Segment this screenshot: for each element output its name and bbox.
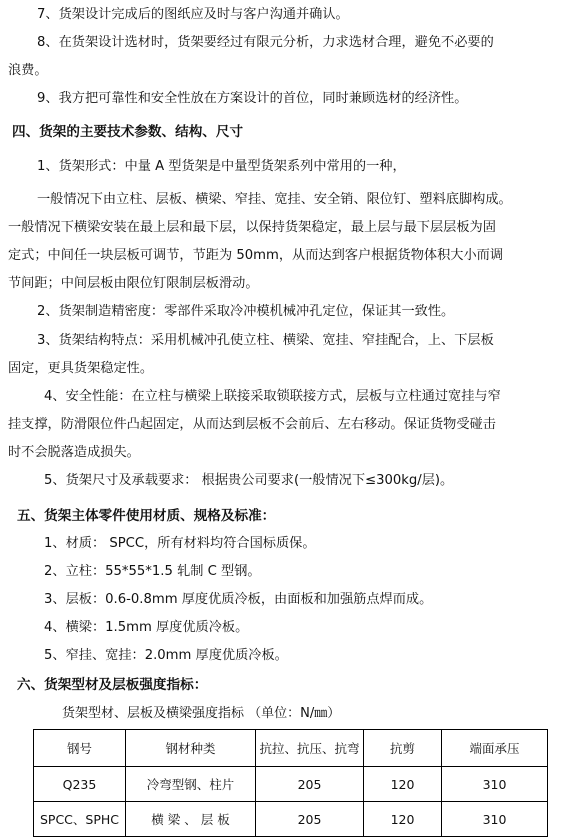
s4-para-1-line-3: 一般情况下横梁安装在最上层和最下层，以保持货架稳定，最上层与最下层层板为固 (8, 220, 496, 235)
s5-item-2: 2、立柱：55*55*1.5 轧制 C 型钢。 (44, 564, 261, 579)
table-cell: 205 (256, 802, 364, 837)
header-cell: 端面承压 (442, 730, 548, 767)
s5-item-3: 3、层板：0.6-0.8mm 厚度优质冷板，由面板和加强筋点焊而成。 (44, 592, 433, 607)
s4-para-4-line-2: 挂支撑，防滑限位件凸起固定，从而达到层板不会前后、左右移动。保证货物受碰击 (8, 417, 496, 432)
header-cell: 抗拉、抗压、抗弯 (256, 730, 364, 767)
s4-para-4-line-3: 时不会脱落造成损失。 (8, 445, 140, 460)
s4-para-1-line-2: 一般情况下由立柱、层板、横梁、窄挂、宽挂、安全销、限位钉、塑料底脚构成。 (37, 192, 512, 207)
s5-item-5: 5、窄挂、宽挂：2.0mm 厚度优质冷板。 (44, 648, 288, 663)
table-cell: 120 (364, 767, 442, 802)
s4-para-3-line-2: 固定，更具货架稳定性。 (8, 361, 154, 376)
section-5-heading: 五、货架主体零件使用材质、规格及标准： (17, 508, 276, 524)
s4-para-4-line-1: 4、安全性能：在立柱与横梁上联接采取锁联接方式，层板与立柱通过宽挂与窄 (44, 389, 501, 404)
item-8-line-1: 8、在货架设计选材时，货架要经过有限元分析，力求选材合理，避免不必要的 (37, 35, 494, 50)
header-cell: 抗剪 (364, 730, 442, 767)
table-cell: 310 (442, 767, 548, 802)
section-4-heading: 四、货架的主要技术参数、结构、尺寸 (12, 124, 244, 140)
strength-table (33, 729, 548, 837)
header-cell: 钢材种类 (126, 730, 256, 767)
table-cell: SPCC、SPHC (34, 802, 126, 837)
s4-para-1-line-4: 定式；中间任一块层板可调节，节距为 50mm，从而达到客户根据货物体积大小而调 (8, 248, 504, 263)
item-9: 9、我方把可靠性和安全性放在方案设计的首位，同时兼顾选材的经济性。 (37, 91, 468, 106)
table-row (34, 767, 548, 802)
table-cell: 120 (364, 802, 442, 837)
table-row (34, 802, 548, 837)
table-cell: 冷弯型钢、柱片 (126, 767, 256, 802)
table-cell: Q235 (34, 767, 126, 802)
table-cell: 310 (442, 802, 548, 837)
table-cell: 205 (256, 767, 364, 802)
item-8-line-2: 浪费。 (8, 63, 48, 78)
s5-item-1: 1、材质： SPCC，所有材料均符合国标质保。 (44, 536, 316, 551)
s4-para-5: 5、货架尺寸及承载要求： 根据贵公司要求(一般情况下≤300kg/层)。 (44, 473, 454, 488)
s4-para-2: 2、货架制造精密度：零部件采取冷冲模机械冲孔定位，保证其一致性。 (37, 304, 455, 319)
table-cell: 横 梁 、 层 板 (126, 802, 256, 837)
section-6-heading: 六、货架型材及层板强度指标： (17, 677, 208, 693)
header-cell: 钢号 (34, 730, 126, 767)
s5-item-4: 4、横梁：1.5mm 厚度优质冷板。 (44, 620, 249, 635)
s4-para-3-line-1: 3、货架结构特点：采用机械冲孔使立柱、横梁、宽挂、窄挂配合，上、下层板 (37, 333, 494, 348)
s4-para-1-line-5: 节间距；中间层板由限位钉限制层板滑动。 (8, 276, 259, 291)
s4-para-1-line-1: 1、货架形式：中量 A 型货架是中量型货架系列中常用的一种， (37, 159, 406, 174)
table-header-row (34, 730, 548, 767)
table-caption: 货架型材、层板及横梁强度指标 （单位：N/㎜） (62, 706, 341, 721)
item-7: 7、货架设计完成后的图纸应及时与客户沟通并确认。 (37, 7, 349, 22)
